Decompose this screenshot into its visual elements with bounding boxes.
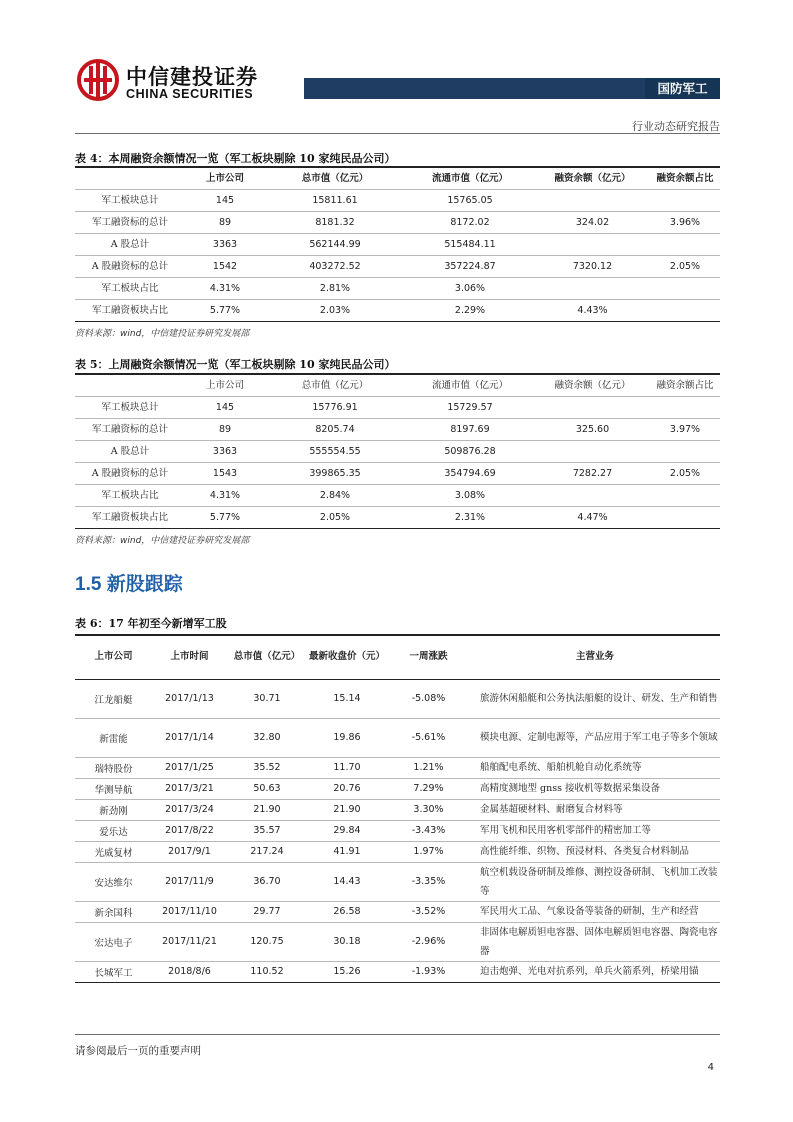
table6-cell: 2017/11/9	[152, 862, 227, 901]
table4-cell: 4.31%	[209, 283, 241, 294]
table4-header-row	[75, 168, 720, 190]
table6-cell: 20.76	[307, 778, 387, 799]
table6-cell: -5.61%	[387, 718, 470, 757]
table6-cell: 2017/3/21	[152, 778, 227, 799]
table5-cell: 3363	[212, 446, 238, 457]
table6-header-row	[75, 635, 720, 679]
table6-cell: -5.08%	[387, 679, 470, 718]
table6-cell: 新余国科	[75, 901, 152, 922]
table4-cell: 3.06%	[454, 283, 486, 294]
table5-cell: 399865.35	[309, 468, 361, 479]
table6-header-cell: 主营业务	[470, 635, 720, 679]
table5-cell: 军工板块占比	[101, 490, 159, 501]
table6-cell: 110.52	[227, 961, 307, 982]
table6-row	[75, 922, 720, 961]
table6-business-cell: 军用飞机和民用客机零部件的精密加工等	[470, 820, 720, 841]
table6-cell: 11.70	[307, 757, 387, 778]
brand-name-en: CHINA SECURITIES	[126, 87, 254, 101]
table4-cell: 8181.32	[315, 217, 355, 228]
table6-cell: 217.24	[227, 841, 307, 862]
table6-cell: 江龙船艇	[75, 679, 152, 718]
table4-header-cell: 流通市值（亿元）	[431, 173, 508, 184]
table6-cell: 7.29%	[387, 778, 470, 799]
table5-row	[75, 397, 720, 419]
table4-cell: 7320.12	[572, 261, 613, 272]
table5-cell: 354794.69	[444, 468, 496, 479]
table5-cell: 2.05%	[669, 468, 701, 479]
table4-cell: 145	[215, 195, 235, 206]
table5-row	[75, 463, 720, 485]
table6-business-cell: 旅游休闲船艇和公务执法船艇的设计、研发、生产和销售	[470, 679, 720, 718]
table4-header-cell: 融资余额（亿元）	[554, 173, 631, 184]
table6-cell: 华测导航	[75, 778, 152, 799]
table6-business-cell: 军民用火工品、气象设备等装备的研制，生产和经营	[470, 901, 720, 922]
table4-cell: 515484.11	[444, 239, 496, 250]
table6-cell: 30.71	[227, 679, 307, 718]
table6-header-cell: 一周涨跌	[387, 635, 470, 679]
table4-row	[75, 300, 720, 322]
table5-cell: 2.31%	[454, 512, 486, 523]
table6-cell: -3.43%	[387, 820, 470, 841]
table5-caption: 表 5：上周融资余额情况一览（军工板块剔除 10 家纯民品公司）	[75, 358, 396, 371]
table5-cell: 5.77%	[209, 512, 241, 523]
table4-cell: 2.05%	[669, 261, 701, 272]
table5-header-cell: 总市值（亿元）	[301, 380, 369, 391]
table6-cell: 35.52	[227, 757, 307, 778]
table4-cell: 1542	[212, 261, 238, 272]
table5-cell: A 股总计	[110, 446, 150, 457]
table6-row	[75, 718, 720, 757]
table5-row	[75, 507, 720, 529]
table6-cell: 安达维尔	[75, 862, 152, 901]
table5-cell: 15729.57	[447, 402, 493, 413]
section-title: 1.5 新股跟踪	[75, 574, 183, 595]
table6-cell: 新雷能	[75, 718, 152, 757]
table6-cell: 2017/11/21	[152, 922, 227, 961]
table5-cell: 15776.91	[312, 402, 358, 413]
table5-cell: 军工融资标的总计	[91, 424, 168, 435]
table6-cell: 1.21%	[387, 757, 470, 778]
table5-cell: 325.60	[575, 424, 610, 435]
table4-source: 资料来源：wind，中信建投证券研究发展部	[75, 329, 250, 339]
table4-header-cell: 融资余额占比	[656, 173, 714, 184]
header-divider	[75, 133, 720, 134]
table6-cell: 15.26	[307, 961, 387, 982]
table5-cell: 军工融资板块占比	[91, 512, 168, 523]
table6-row	[75, 799, 720, 820]
table6-cell: 21.90	[307, 799, 387, 820]
brand-name-cn: 中信建投证券	[126, 64, 258, 89]
table4-cell: 2.03%	[319, 305, 351, 316]
table6-cell: 2017/9/1	[152, 841, 227, 862]
table6-business-cell: 航空机载设备研制及维修、测控设备研制、飞机加工改装等	[470, 862, 720, 901]
table5-header-cell: 融资余额占比	[656, 380, 714, 391]
table6	[75, 635, 720, 983]
table4-cell: 2.29%	[454, 305, 486, 316]
table5-source: 资料来源：wind，中信建投证券研究发展部	[75, 536, 250, 546]
table5-cell: 3.08%	[454, 490, 486, 501]
table4-cell: 357224.87	[444, 261, 496, 272]
table6-business-cell: 船舶配电系统、船舶机舱自动化系统等	[470, 757, 720, 778]
table5-cell: 145	[215, 402, 235, 413]
table6-row	[75, 778, 720, 799]
table6-business-cell: 非固体电解质钽电容器、固体电解质钽电容器、陶瓷电容器	[470, 922, 720, 961]
table6-cell: 光威复材	[75, 841, 152, 862]
table6-row	[75, 901, 720, 922]
table6-header-cell: 总市值（亿元）	[227, 635, 307, 679]
table6-cell: 26.58	[307, 901, 387, 922]
table4-cell: 3363	[212, 239, 238, 250]
table6-cell: 2017/3/24	[152, 799, 227, 820]
table4-row	[75, 234, 720, 256]
table4-cell: 军工融资板块占比	[91, 305, 168, 316]
table5-header-cell: 融资余额（亿元）	[554, 380, 631, 391]
table4-caption: 表 4：本周融资余额情况一览（军工板块剔除 10 家纯民品公司）	[75, 152, 396, 165]
table6-caption: 表 6：17 年初至今新增军工股	[75, 617, 227, 630]
table4-cell: A 股融资标的总计	[91, 261, 169, 272]
table6-cell: 2017/1/13	[152, 679, 227, 718]
table4-cell: 89	[218, 217, 232, 228]
table6-cell: 32.80	[227, 718, 307, 757]
table6-header-cell: 上市公司	[75, 635, 152, 679]
table4-cell: 军工板块占比	[101, 283, 159, 294]
table6-cell: 14.43	[307, 862, 387, 901]
table4-row	[75, 212, 720, 234]
table5-cell: 7282.27	[572, 468, 613, 479]
table6-cell: -1.93%	[387, 961, 470, 982]
table6-cell: 35.57	[227, 820, 307, 841]
table6-cell: 2018/8/6	[152, 961, 227, 982]
table6-row	[75, 757, 720, 778]
table6-cell: 宏达电子	[75, 922, 152, 961]
table5-cell: 军工板块总计	[101, 402, 159, 413]
table6-cell: -3.35%	[387, 862, 470, 901]
table5-cell: 3.97%	[669, 424, 701, 435]
table5-header-cell: 上市公司	[205, 380, 244, 391]
report-type: 行业动态研究报告	[632, 120, 720, 133]
table4-row	[75, 278, 720, 300]
table6-cell: 长城军工	[75, 961, 152, 982]
table6-cell: 1.97%	[387, 841, 470, 862]
table6-header-cell: 上市时间	[152, 635, 227, 679]
table5-cell: 8197.69	[450, 424, 490, 435]
table6-header-cell: 最新收盘价（元）	[307, 635, 387, 679]
table5-cell: A 股融资标的总计	[91, 468, 169, 479]
sector-tag: 国防军工	[645, 78, 720, 99]
table6-row	[75, 841, 720, 862]
table5-cell: 4.47%	[577, 512, 608, 523]
table4-cell: 3.96%	[669, 217, 701, 228]
table5-header-cell: 流通市值（亿元）	[431, 380, 508, 391]
table4-cell: 403272.52	[309, 261, 361, 272]
table6-cell: -2.96%	[387, 922, 470, 961]
table4-cell: 军工融资标的总计	[91, 217, 168, 228]
table4-cell: A 股总计	[110, 239, 150, 250]
china-securities-logo-icon	[76, 58, 120, 102]
table4-cell: 军工板块总计	[101, 195, 159, 206]
table5-cell: 4.31%	[209, 490, 241, 501]
table5-cell: 8205.74	[315, 424, 355, 435]
table6-cell: 15.14	[307, 679, 387, 718]
table4-cell: 324.02	[575, 217, 610, 228]
table6-cell: 21.90	[227, 799, 307, 820]
table5-cell: 2.05%	[319, 512, 351, 523]
table6-cell: 41.91	[307, 841, 387, 862]
table5-row	[75, 441, 720, 463]
table4-cell: 4.43%	[577, 305, 608, 316]
table6-cell: 2017/1/14	[152, 718, 227, 757]
table4-row	[75, 190, 720, 212]
footer-disclaimer: 请参阅最后一页的重要声明	[75, 1045, 201, 1057]
table6-cell: 120.75	[227, 922, 307, 961]
table6-cell: 瑞特股份	[75, 757, 152, 778]
table6-row	[75, 679, 720, 718]
table6-row	[75, 820, 720, 841]
table6-cell: 29.84	[307, 820, 387, 841]
table4-cell: 562144.99	[309, 239, 361, 250]
table6-business-cell: 迫击炮弹、光电对抗系列，单兵火箭系列，桥梁用锚	[470, 961, 720, 982]
table4-cell: 15811.61	[312, 195, 358, 206]
table6-cell: 新劲刚	[75, 799, 152, 820]
table4-row	[75, 256, 720, 278]
table5-header-row	[75, 375, 720, 397]
table6-cell: 30.18	[307, 922, 387, 961]
table4-header-cell: 总市值（亿元）	[301, 173, 369, 184]
table6-cell: 2017/1/25	[152, 757, 227, 778]
table6-cell: 爱乐达	[75, 820, 152, 841]
table5-cell: 2.84%	[319, 490, 351, 501]
table4-header-cell: 上市公司	[205, 173, 244, 184]
table5-row	[75, 485, 720, 507]
table6-business-cell: 高精度测地型 gnss 接收机等数据采集设备	[470, 778, 720, 799]
table6-cell: 50.63	[227, 778, 307, 799]
table6-cell: 29.77	[227, 901, 307, 922]
table6-business-cell: 高性能纤维、织物、预浸材料、各类复合材料制品	[470, 841, 720, 862]
table4-cell: 15765.05	[447, 195, 493, 206]
table4-cell: 2.81%	[319, 283, 351, 294]
table6-cell: 3.30%	[387, 799, 470, 820]
table6-cell: 2017/11/10	[152, 901, 227, 922]
table4-cell: 5.77%	[209, 305, 241, 316]
table6-cell: 19.86	[307, 718, 387, 757]
table6-row	[75, 961, 720, 982]
table4-cell: 8172.02	[450, 217, 490, 228]
table5-cell: 509876.28	[444, 446, 496, 457]
table5-cell: 1543	[212, 468, 238, 479]
table5-cell: 89	[218, 424, 232, 435]
table6-business-cell: 模块电源、定制电源等，产品应用于军工电子等多个领域	[470, 718, 720, 757]
table5-row	[75, 419, 720, 441]
footer-divider	[75, 1034, 720, 1035]
table6-row	[75, 862, 720, 901]
page-number: 4	[707, 1062, 714, 1073]
table6-cell: -3.52%	[387, 901, 470, 922]
table5-cell: 555554.55	[309, 446, 361, 457]
table6-cell: 36.70	[227, 862, 307, 901]
table6-cell: 2017/8/22	[152, 820, 227, 841]
table6-business-cell: 金属基超硬材料、耐磨复合材料等	[470, 799, 720, 820]
